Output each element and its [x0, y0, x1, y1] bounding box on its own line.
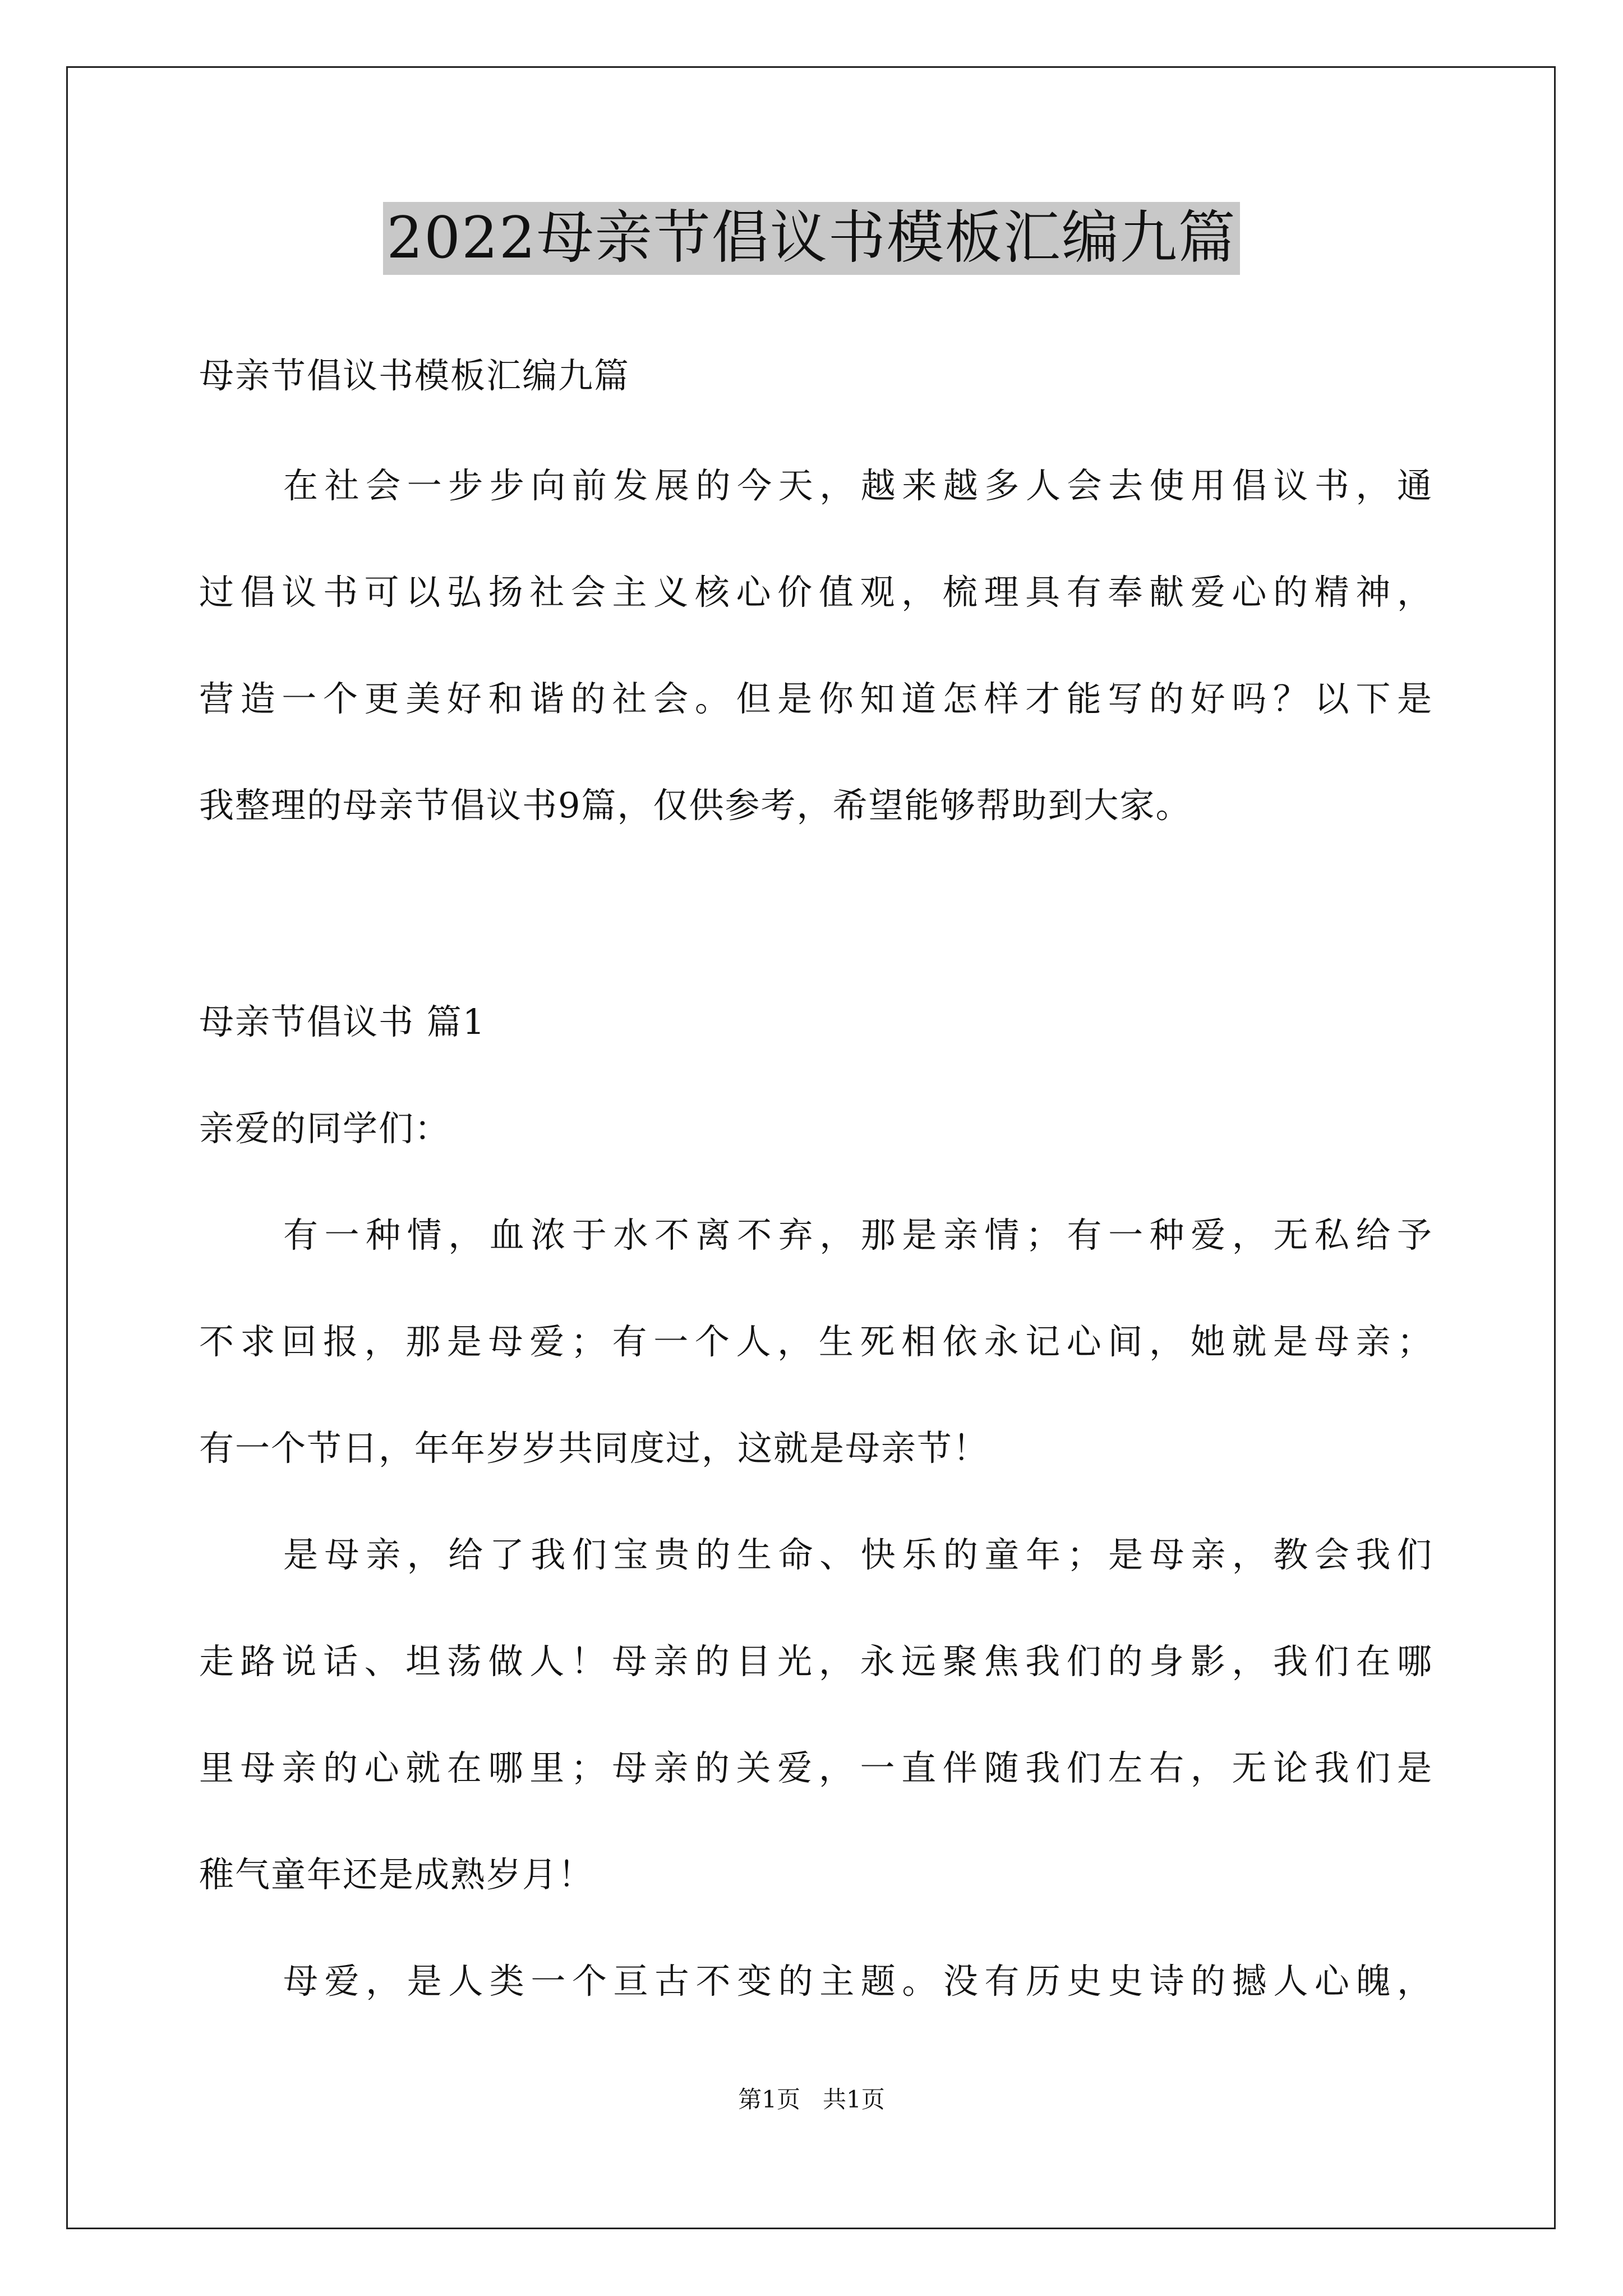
- para2-line-2: 走路说话、坦荡做人！母亲的目光，永远聚焦我们的身影，我们在哪: [199, 1641, 1433, 1682]
- section-heading: 母亲节倡议书 篇1: [199, 1001, 486, 1042]
- page-footer: 第1页 共1页: [738, 2086, 885, 2113]
- para2-line-1: 是母亲，给了我们宝贵的生命、快乐的童年；是母亲，教会我们: [283, 1534, 1433, 1575]
- para1-line-1: 有一种情，血浓于水不离不弃，那是亲情；有一种爱，无私给予: [283, 1214, 1433, 1255]
- intro-line-2: 过倡议书可以弘扬社会主义核心价值观，梳理具有奉献爱心的精神，: [199, 572, 1433, 613]
- intro-line-4: 我整理的母亲节倡议书9篇，仅供参考，希望能够帮助到大家。: [199, 785, 1192, 826]
- para1-line-3: 有一个节日，年年岁岁共同度过，这就是母亲节！: [199, 1428, 989, 1469]
- para3-line-1: 母爱，是人类一个亘古不变的主题。没有历史史诗的撼人心魄，: [283, 1961, 1433, 2001]
- para2-line-4: 稚气童年还是成熟岁月！: [199, 1854, 594, 1895]
- intro-line-1: 在社会一步步向前发展的今天，越来越多人会去使用倡议书，通: [283, 465, 1433, 506]
- document-subtitle: 母亲节倡议书模板汇编九篇: [199, 355, 630, 396]
- salutation: 亲爱的同学们：: [199, 1108, 451, 1149]
- para1-line-2: 不求回报，那是母爱；有一个人，生死相依永记心间，她就是母亲；: [199, 1321, 1433, 1362]
- title-container: [0, 202, 1623, 275]
- para2-line-3: 里母亲的心就在哪里；母亲的关爱，一直伴随我们左右，无论我们是: [199, 1747, 1433, 1788]
- document-title: 2022母亲节倡议书模板汇编九篇: [383, 202, 1240, 275]
- intro-line-3: 营造一个更美好和谐的社会。但是你知道怎样才能写的好吗？以下是: [199, 678, 1433, 719]
